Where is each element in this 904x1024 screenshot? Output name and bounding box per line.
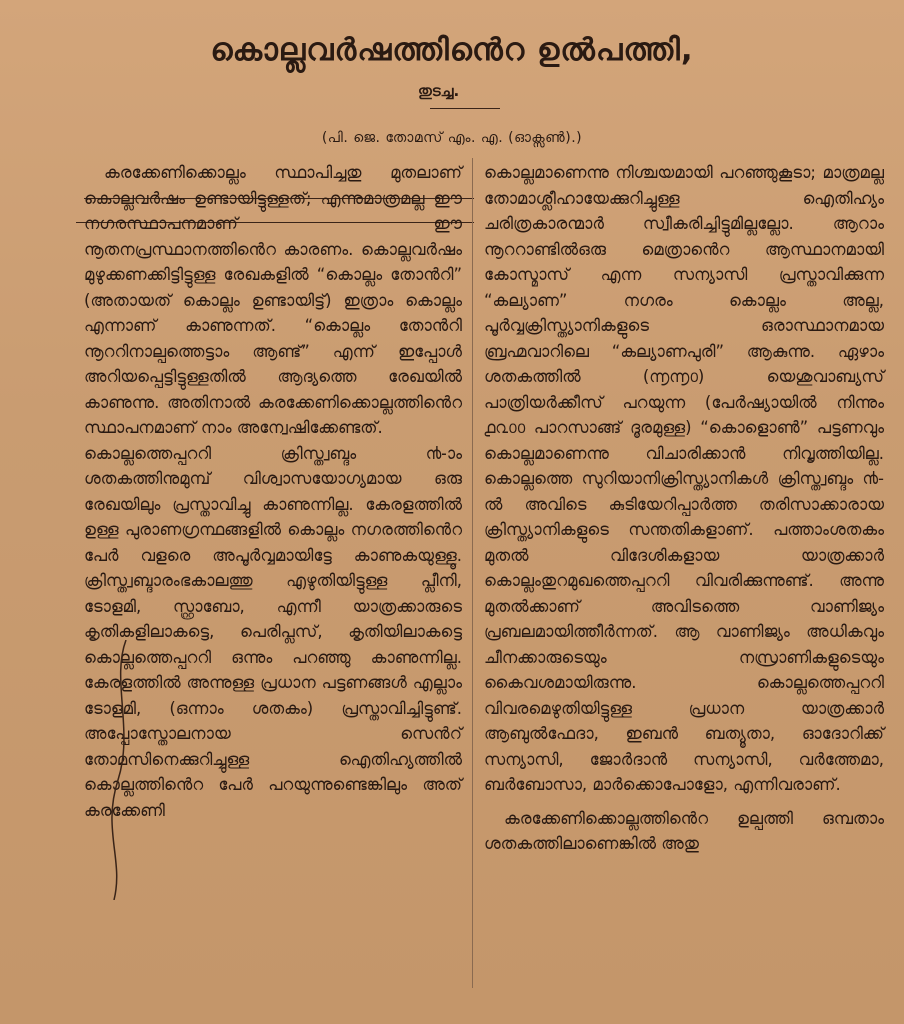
- subtitle-underline: [430, 108, 500, 109]
- left-column: [84, 160, 462, 823]
- right-column: [484, 160, 884, 857]
- article-subtitle: തുടച്ച.: [418, 82, 460, 100]
- paragraph: കൊല്ലത്തെപ്പററി ക്രിസ്ത്വബ്ദം ൯-ാം ശതകത്തിനുമുമ്പ് വിശ്വാസയോഗ്യമായ ഒരു രേഖയിലും പ്രസ്താവിച്ചു കാണുന്നില്ല. കേരളത്തിൽ ഉള്ള പുരാണഗ്രന്ഥങ്ങളിൽ കൊല്ലം നഗരത്തിൻെറ പേർ വളരെ അപൂർവ്വമായിട്ടേ കാണുകയുള്ളൂ. ക്രിസ്ത്വബ്ദാരംഭകാലത്തു എഴുതിയിട്ടുള്ള പ്ലീനി, ടോളമി, സ്റ്റ്രാബോ, എന്നീ യാത്രക്കാരുടെ കൃതികളിലാകട്ടെ, പെരിപ്ലസ്, കൃതിയിലാകട്ടെ കൊല്ലത്തെപ്പററി ഒന്നും പറഞ്ഞു കാണുന്നില്ല. കേരളത്തിൽ അന്നുള്ള പ്രധാന പട്ടണങ്ങൾ എല്ലാം ടോളമി, (ഒന്നാം ശതകം) പ്രസ്താവിച്ചിട്ടുണ്ട്. അപ്പോസ്തോലനായ സെൻറ് തോമസിനെക്കുറിച്ചുള്ള ഐതിഹ്യത്തിൽ കൊല്ലത്തിൻെറ പേർ പറയുന്നുണ്ടെങ്കിലും അത് കരക്കേണി: [84, 443, 462, 820]
- paragraph: കൊല്ലമാണെന്നു നിശ്ചയമായി പറഞ്ഞുകൂടാ; മാത്രമല്ല തോമാശ്ലീഹായേക്കുറിച്ചുള്ള ഐതിഹ്യം ചരിത്രകാരന്മാർ സ്വീകരിച്ചിട്ടുമില്ലല്ലോ. ആറാം നൂററാണ്ടിൽഒരു മെത്രാൻെറ ആസ്ഥാനമായി കോസ്മാസ് എന്ന സന്യാസി പ്രസ്താവിക്കുന്ന “കല്യാണ” നഗരം കൊല്ലം അല്ല, പൂർവ്വക്രിസ്ത്യാനികളുടെ ഒരാസ്ഥാനമായ ബ്രഹ്മവാറിലെ “കല്യാണപുരി” ആകുന്നു. ഏഴാം ശതകത്തിൽ (൬൬൦) യെശുവാബ്യസ് പാത്രിയർക്കീസ് പറയുന്ന (പേർഷ്യായിൽ നിന്നും ൧൨൦൦ പാറസാങ്ങ് ദൂരമുള്ള) “കൊളൊൺ” പട്ടണവും കൊല്ലമാണെന്നു വിചാരിക്കാൻ നിവൃത്തിയില്ല. കൊല്ലത്തെ സുറിയാനിക്രിസ്ത്യാനികൾ ക്രിസ്ത്വബ്ദം ൯-ൽ അവിടെ കുടിയേറിപ്പാർത്ത തരിസാക്കാരായ ക്രിസ്ത്യാനികളുടെ സന്തതികളാണ്. പത്താംശതകം മുതൽ വിദേശികളായ യാത്രക്കാർ കൊല്ലംതുറമുഖത്തെപ്പററി വിവരിക്കുന്നുണ്ട്. അന്നു മുതൽക്കാണ് അവിടത്തെ വാണിജ്യം പ്രബലമായിത്തീർന്നത്. ആ വാണിജ്യം അധികവും ചീനക്കാരുടെയും നസ്രാണികളുടെയും കൈവശമായിരുന്നു. കൊല്ലത്തെപ്പററി വിവരമെഴുതിയിട്ടുള്ള പ്രധാന യാത്രക്കാർ ആബുൽഫേദാ, ഇബൻ ബത്യൂതാ, ഓദോറിക്ക് സന്യാസി, ജോർദാൻ സന്യാസി, വർത്തേമാ, ബർബോസാ, മാർക്കൊപോളോ, എന്നിവരാണ്.: [484, 163, 884, 794]
- column-divider: [472, 158, 473, 988]
- article-author: (പി. ജെ. തോമസ് എം. എ. (ഓക്സൺ).): [321, 130, 583, 146]
- paragraph: കരക്കേണിക്കൊല്ലം സ്ഥാപിച്ചതു മുതലാണ് കൊല്ലവർഷം ഉണ്ടായിട്ടുള്ളത്; എന്നുമാത്രമല്ല ഈ നഗരസ്ഥാപനമാണ് ഈ നൂതനപ്രസ്ഥാനത്തിൻെറ കാരണം. കൊല്ലവർഷം മുഴുക്കണക്കിട്ടിട്ടുള്ള രേഖകളിൽ “കൊല്ലം തോൻറി” (അതായത് കൊല്ലം ഉണ്ടായിട്ട്) ഇത്രാം കൊല്ലം എന്നാണ് കാണുന്നത്. “കൊല്ലം തോൻറി നൂററിനാല്പത്തെട്ടാം ആണ്ട്” എന്ന് ഇപ്പോൾ അറിയപ്പെട്ടിട്ടുള്ളതിൽ ആദ്യത്തെ രേഖയിൽ കാണുന്നു. അതിനാൽ കരക്കേണിക്കൊല്ലത്തിൻെറ സ്ഥാപനമാണ് നാം അന്വേഷിക്കേണ്ടത്.: [84, 163, 462, 437]
- pen-mark: [106, 640, 136, 900]
- article-title: കൊല്ലവർഷത്തിൻെറ ഉൽപത്തി,: [210, 32, 694, 68]
- paragraph: കരക്കേണിക്കൊല്ലത്തിൻെറ ഉല്പത്തി ഒമ്പതാം ശതകത്തിലാണെങ്കിൽ അതു: [484, 808, 884, 853]
